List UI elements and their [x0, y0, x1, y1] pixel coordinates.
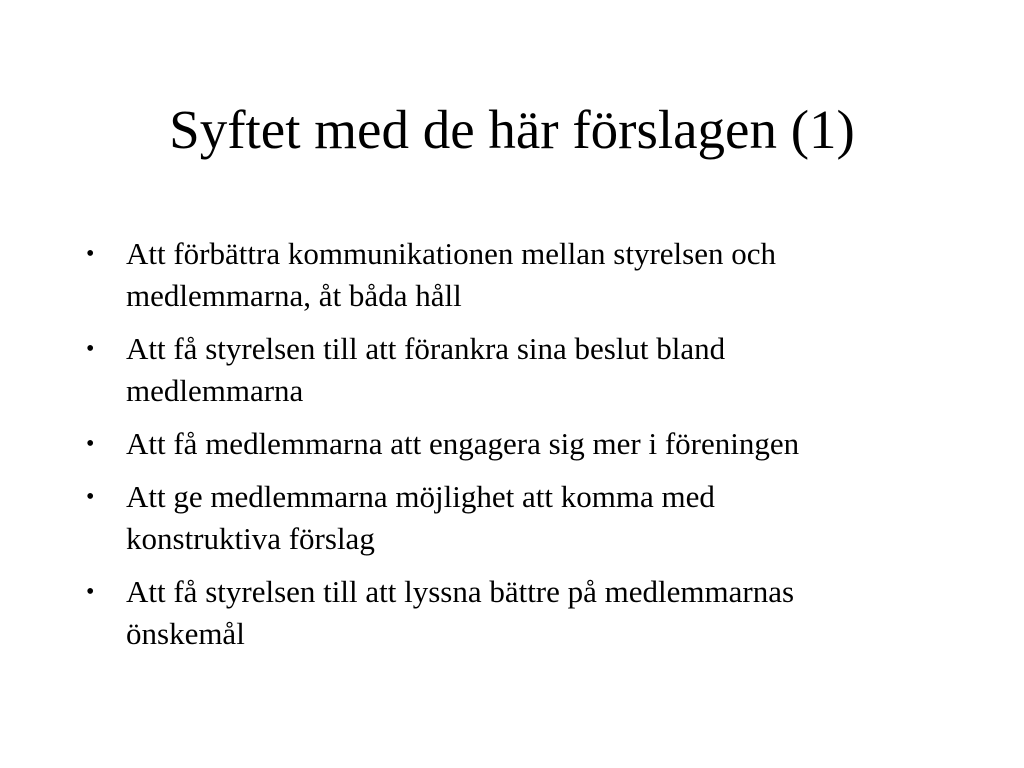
bullet-icon: • — [86, 241, 95, 267]
bullet-text: Att få styrelsen till att förankra sina beslut bland medlemmarna — [126, 331, 726, 408]
bullet-item — [86, 571, 946, 655]
bullet-text: Att få styrelsen till att lyssna bättre på medlemmarnas önskemål — [126, 574, 795, 651]
bullet-text: Att förbättra kommunikationen mellan styrelsen och medlemmarna, åt båda håll — [126, 236, 776, 313]
bullet-text: Att ge medlemmarna möjlighet att komma med konstruktiva förslag — [126, 479, 715, 556]
bullet-icon: • — [86, 484, 95, 510]
bullet-item — [86, 233, 946, 317]
bullet-icon: • — [86, 336, 95, 362]
bullet-text: Att få medlemmarna att engagera sig mer i föreningen — [126, 426, 800, 461]
bullet-icon: • — [86, 431, 95, 457]
bullet-item — [86, 476, 946, 560]
slide-title: Syftet med de här förslagen (1) — [169, 99, 855, 160]
bullet-item — [86, 423, 946, 465]
bullet-list — [86, 233, 946, 666]
bullet-icon: • — [86, 579, 95, 605]
bullet-item — [86, 328, 946, 412]
